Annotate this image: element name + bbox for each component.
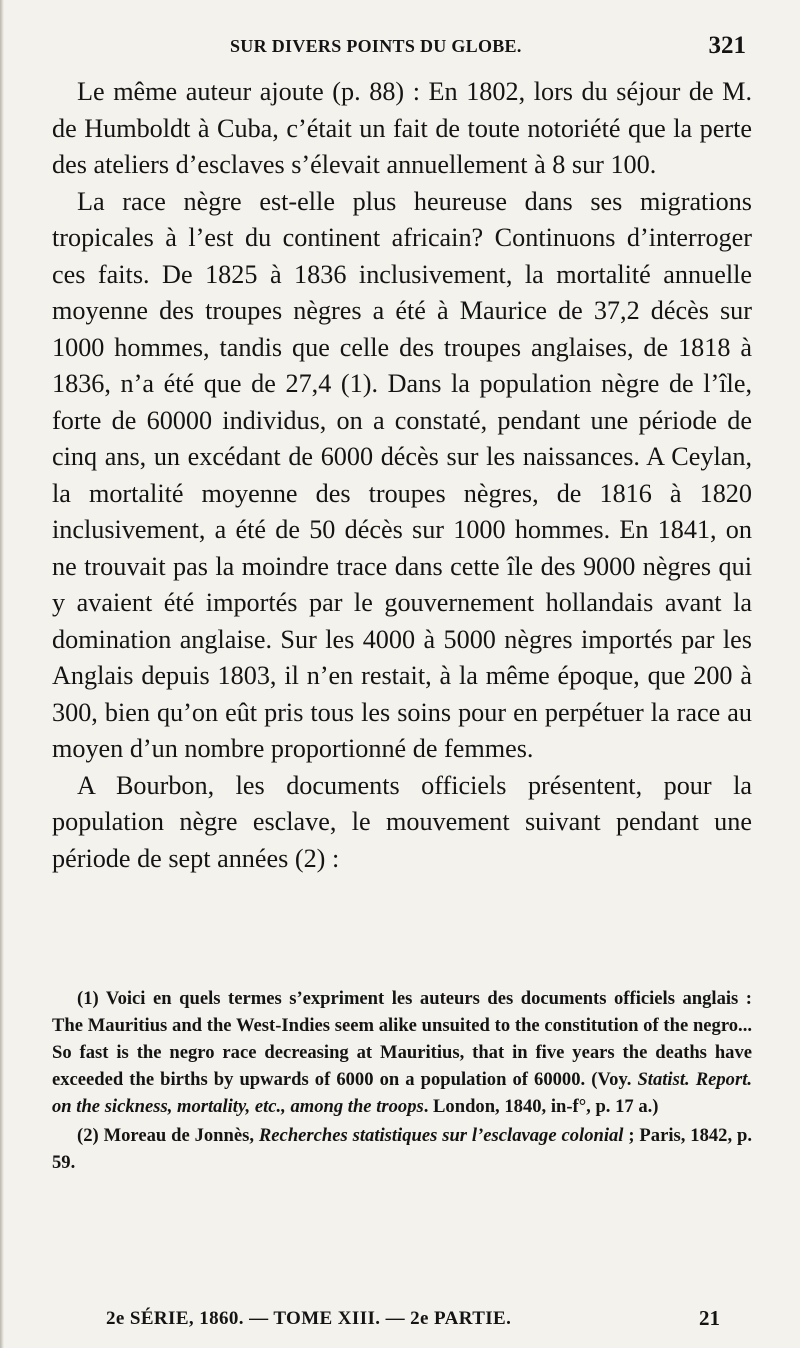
footnote-1-tail: . London, 1840, in-f°, p. 17 a.): [423, 1096, 659, 1117]
footnote-2: [52, 1122, 752, 1176]
paragraph-2: La race nègre est-elle plus heureuse dans ses migrations tropicales à l’est du continent africain? Continuons d’interroger ces faits. De 1825 à 1836 inclusivement, la mortalité annuelle moyenne des troupes nègres a été à Maurice de 37,2 décès sur 1000 hommes, tandis que celle des troupes anglaises, de 1818 à 1836, n’a été que de 27,4 (1). Dans la population nègre de l’île, forte de 60000 individus, on a constaté, pendant une période de cinq ans, un excédant de 6000 décès sur les naissances. A Ceylan, la mortalité moyenne des troupes nègres, de 1816 à 1820 inclusivement, a été de 50 décès sur 1000 hommes. En 1841, on ne trouvait pas la moindre trace dans cette île des 9000 nègres qui y avaient été importés par le gouvernement hollandais avant la domination anglaise. Sur les 4000 à 5000 nègres importés par les Anglais depuis 1803, il n’en restait, à la même époque, que 200 à 300, bien qu’on eût pris tous les soins pour en perpétuer la race au moyen d’un nombre proportionné de femmes.: [52, 186, 752, 763]
running-head: [50, 32, 750, 62]
footnote-2-title: Recherches statistiques sur l’esclavage colonial: [258, 1125, 624, 1146]
paragraph-3: A Bourbon, les documents officiels présentent, pour la population nègre esclave, le mouvement suivant pendant une période de sept années (2) :: [52, 770, 752, 873]
footnote-2-text: (2) Moreau de Jonnès,: [77, 1125, 259, 1146]
footnote-1-text: (1) Voici en quels termes s’expriment les auteurs des documents officiels anglais : The Mauritius and the West-Indies seem alike unsuited to the constitution of the negro... So fast is the negro race decreasing at Mauritius, that in five years the deaths have exceeded the births by upwards of 6000 on a population of 60000. (Voy.: [52, 988, 752, 1090]
series-signature: 2e SÉRIE, 1860. — TOME XIII. — 2e PARTIE.: [106, 1308, 512, 1329]
footnote-1: [52, 985, 752, 1120]
signature-line: [50, 1306, 750, 1336]
footnote-2-tail: ; Paris, 1842, p. 59.: [52, 1125, 752, 1173]
footnotes: [52, 985, 752, 1176]
paragraph-1: Le même auteur ajoute (p. 88) : En 1802, lors du séjour de M. de Humboldt à Cuba, c’était un fait de toute notoriété que la perte des ateliers d’esclaves s’élevait annuellement à 8 sur 100.: [52, 77, 752, 179]
running-title: SUR DIVERS POINTS DU GLOBE.: [230, 36, 522, 56]
sheet-number: 21: [699, 1306, 720, 1330]
body-text: [52, 74, 752, 877]
page-number: 321: [708, 32, 746, 59]
footnote-1-title: Statist. Report. on the sickness, mortality, etc., among the troops: [52, 1069, 753, 1117]
page-edge: [0, 0, 4, 1348]
